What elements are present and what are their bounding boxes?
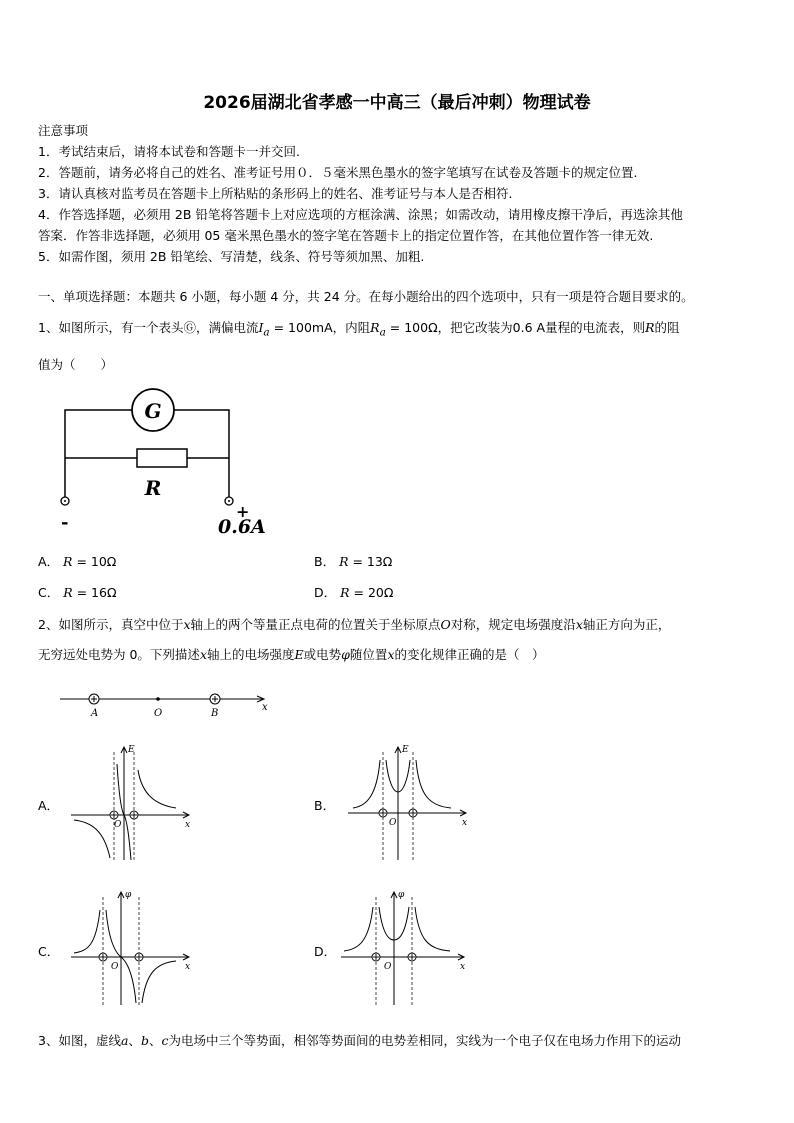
question-1-text: 1、如图所示，有一个表头Ⓖ，满偏电流$I_a = 100mA$，内阻$R_a = 100\Omega$，把它改装为0.6 A量程的电流表，则R的阻 [38,320,680,339]
svg-text:O: O [111,962,119,972]
resistor-label: R [144,476,162,500]
galvanometer-label: G [144,399,162,423]
resistor-symbol [137,449,187,467]
notice-item: 3．请认真核对监考员在答题卡上所粘贴的条形码上的姓名、准考证号与本人是否相符. [38,186,513,201]
q2-option-d-label[interactable]: D． [314,944,337,959]
option-b[interactable]: B． R = 13Ω [314,554,393,569]
svg-text:B: B [211,708,219,719]
svg-text:O: O [384,962,392,972]
option-c[interactable]: C． R = 16Ω [38,585,117,600]
notice-item: 2．答题前，请务必将自己的姓名、准考证号用０．５毫米黑色墨水的签字笔填写在试卷及答题卡的规定位置. [38,165,638,180]
charge-axis-diagram [58,688,278,722]
notice-item: 1．考试结束后，请将本试卷和答题卡一并交回. [38,144,300,159]
svg-text:O: O [389,818,397,828]
svg-text:x: x [185,820,191,830]
plus-sign: + [236,502,250,521]
notice-item: 答案．作答非选择题，必须用 05 毫米黑色墨水的签字笔在答题卡上的指定位置作答，在其他位置作答一律无效. [38,228,654,243]
svg-text:A: A [91,708,99,719]
svg-text:x: x [462,818,468,828]
svg-text:E: E [402,745,409,755]
svg-text:x: x [185,962,191,972]
question-3-text: 3、如图，虚线a、b、c为电场中三个等势面，相邻等势面间的电势差相同，实线为一个电子仅在电场力作用下的运动 [38,1033,681,1048]
notice-item: 4．作答选择题，必须用 2B 铅笔将答题卡上对应选项的方框涂满、涂黑；如需改动，请用橡皮擦干净后，再选涂其他 [38,207,683,222]
svg-text:x: x [262,702,268,713]
svg-text:E: E [128,745,135,755]
option-a[interactable]: A． R = 10Ω [38,554,117,569]
minus-sign: - [61,512,69,533]
svg-text:x: x [460,962,466,972]
question-2-text: 2、如图所示，真空中位于x轴上的两个等量正点电荷的位置关于坐标原点O对称，规定电场强度沿x轴正方向为正， [38,617,671,632]
question-1-text-line2: 值为（ ） [38,357,114,372]
q2-option-b-label[interactable]: B． [314,798,336,813]
svg-text:φ: φ [398,890,405,900]
notice-item: 5．如需作图，须用 2B 铅笔绘、写清楚，线条、符号等须加黑、加粗. [38,249,425,264]
svg-text:O: O [114,820,122,830]
circuit-diagram [50,385,280,545]
svg-text:O: O [154,708,163,719]
q2-graph-c[interactable] [66,885,196,1010]
q2-option-c-label[interactable]: C． [38,944,60,959]
svg-text:φ: φ [125,890,132,900]
q2-graph-a[interactable] [66,740,196,865]
notice-heading: 注意事项 [38,123,89,138]
option-d[interactable]: D． R = 20Ω [314,585,394,600]
range-label: 0.6A [218,516,266,538]
page-title: 2026届湖北省孝感一中高三（最后冲刺）物理试卷 [203,93,591,113]
question-2-text-line2: 无穷远处电势为 0。下列描述x轴上的电场强度E或电势φ随位置x的变化规律正确的是（ ） [38,647,545,662]
q2-graph-d[interactable] [336,885,471,1010]
q2-graph-b[interactable] [343,740,473,865]
q2-option-a-label[interactable]: A． [38,798,60,813]
section-heading: 一、单项选择题：本题共 6 小题，每小题 4 分，共 24 分。在每小题给出的四个选项中，只有一项是符合题目要求的。 [38,289,694,304]
